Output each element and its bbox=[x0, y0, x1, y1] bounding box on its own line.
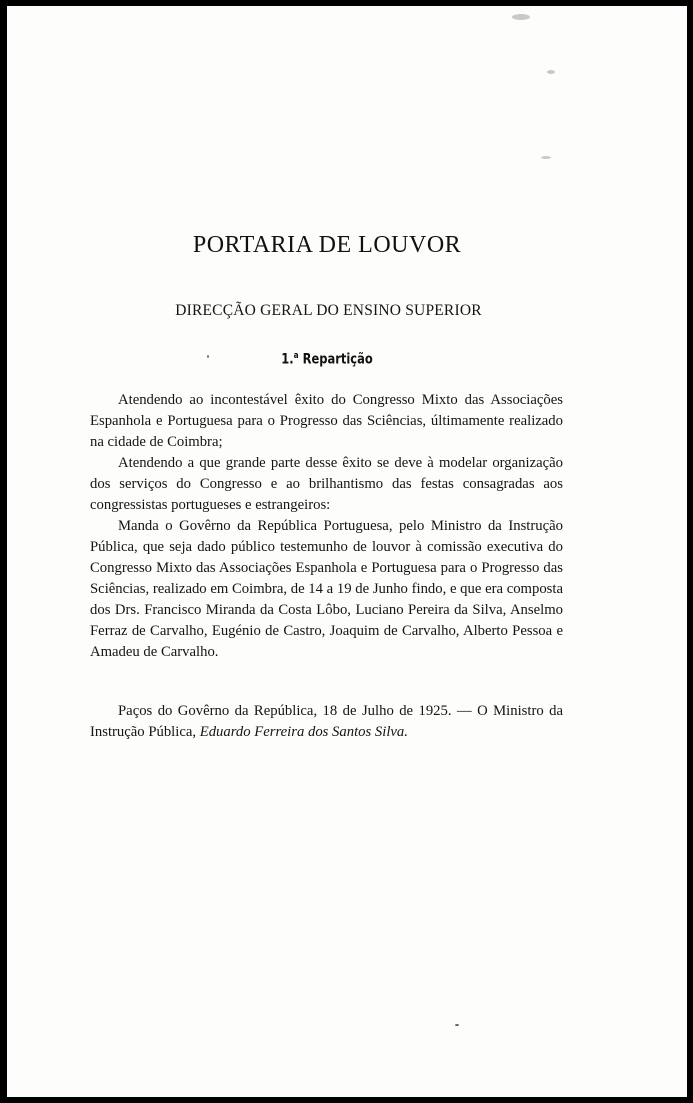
closing-paragraph bbox=[90, 701, 563, 743]
paragraph: Atendendo a que grande parte desse êxito se deve à modelar organização dos serviços do Congresso e ao brilhantismo das festas consagradas aos congressistas portugueses e estrangeiros: bbox=[90, 455, 563, 513]
section-label: Repartição bbox=[302, 351, 373, 368]
section-heading bbox=[65, 351, 590, 368]
signature: Eduardo Ferreira dos Santos Silva. bbox=[199, 724, 408, 740]
closing-text: Paços do Govêrno da República, 18 de Julho de 1925. — O Ministro da Instrução Pública, bbox=[90, 703, 563, 740]
document-body bbox=[90, 390, 563, 663]
paragraph: Manda o Govêrno da República Portuguesa, pelo Ministro da Instrução Pública, que seja dado público testemunho de louvor à comissão executiva do Congresso Mixto das Associações Espanhola e Portuguesa para o Progresso das Sciências, realizado em Coimbra, de 14 a 19 de Junho findo, e que era composta dos Drs. Francisco Miranda da Costa Lôbo, Luciano Pereira da Silva, Anselmo Ferraz de Carvalho, Eugénio de Castro, Joaquim de Carvalho, Alberto Pessoa e Amadeu de Carvalho. bbox=[90, 518, 563, 660]
paper-speck bbox=[512, 14, 530, 20]
paper-speck bbox=[541, 156, 551, 159]
paragraph: Atendendo ao incontestável êxito do Congresso Mixto das Associações Espanhola e Portuguesa para o Progresso das Sciências, últimamente realizado na cidade de Coimbra; bbox=[90, 392, 563, 450]
paper-speck bbox=[547, 70, 555, 74]
document-page bbox=[7, 6, 687, 1097]
paper-speck bbox=[455, 1024, 459, 1026]
section-number: 1. bbox=[281, 351, 294, 368]
document-title: PORTARIA DE LOUVOR bbox=[192, 232, 462, 258]
document-subtitle: DIRECÇÃO GERAL DO ENSINO SUPERIOR bbox=[175, 302, 482, 319]
section-ordinal: a bbox=[293, 351, 299, 361]
